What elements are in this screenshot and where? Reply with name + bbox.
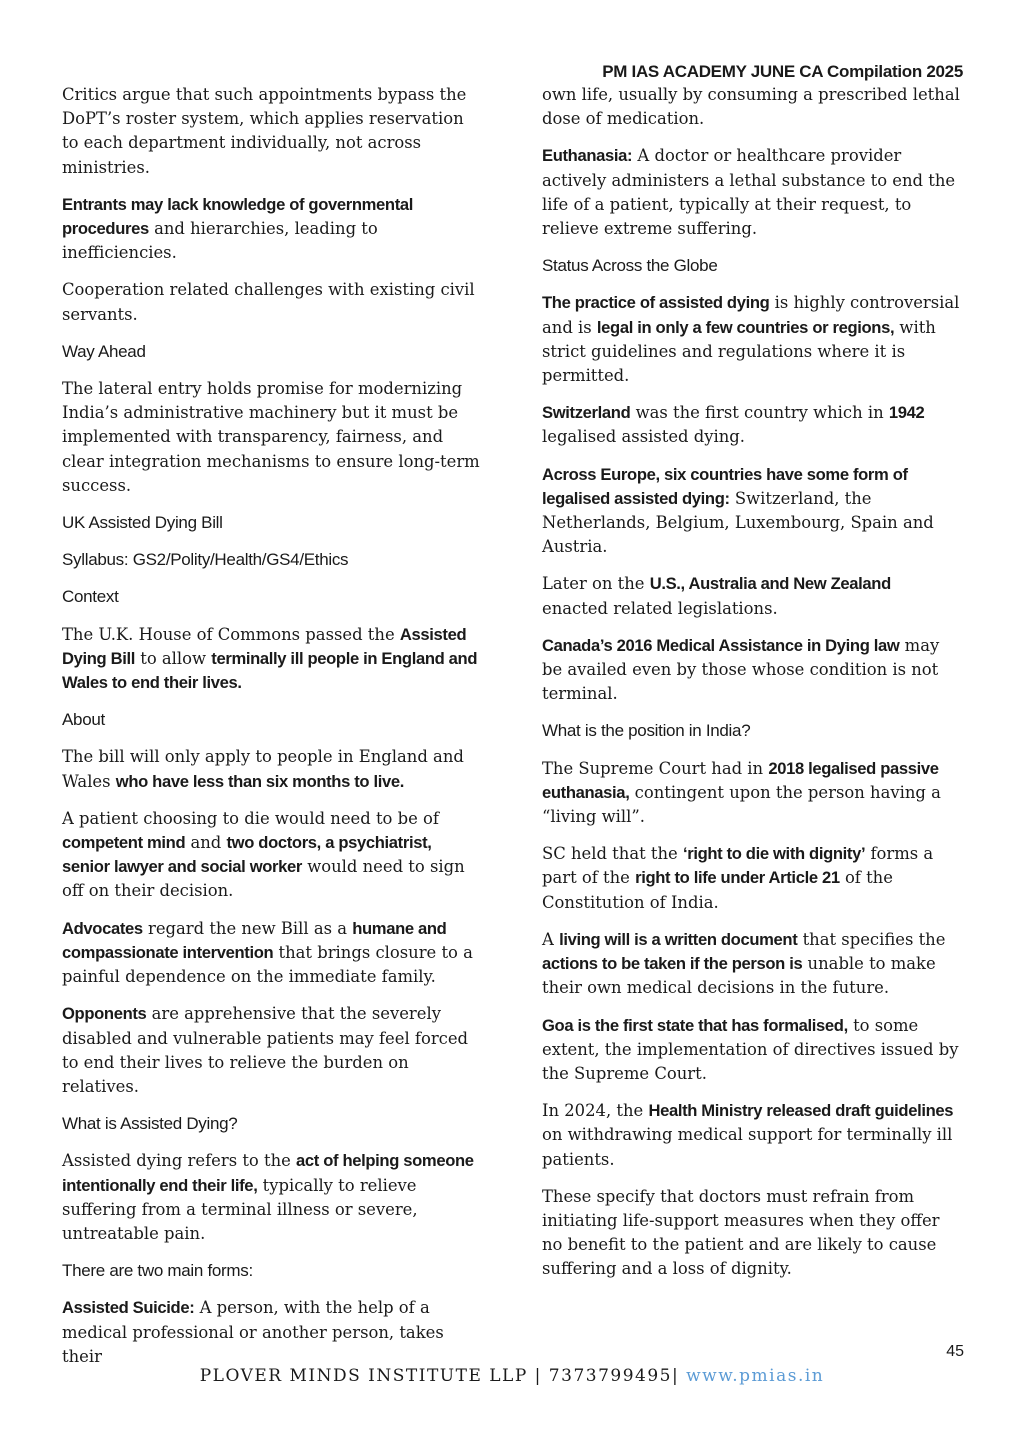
text-run: own life, usually by consuming a prescribed lethal dose of medication. bbox=[542, 85, 960, 129]
text-run: contingent upon the person having a “living will”. bbox=[542, 782, 941, 827]
paragraph bbox=[62, 83, 480, 180]
text-run: that specifies the bbox=[797, 929, 946, 949]
bold-text: competent mind bbox=[62, 833, 186, 853]
text-run: SC held that the bbox=[542, 844, 683, 864]
bold-text: Across Europe, six countries have some form of legalised assisted dying: bbox=[542, 464, 908, 508]
bold-text: 1942 bbox=[888, 403, 925, 423]
text-run: is highly controversial and is bbox=[542, 293, 960, 337]
paragraph bbox=[542, 757, 960, 830]
text-run: Status Across the Globe bbox=[542, 256, 718, 276]
text-run: UK Assisted Dying Bill bbox=[62, 513, 223, 533]
section-heading bbox=[62, 1112, 480, 1136]
text-run: The U.K. House of Commons passed the bbox=[62, 624, 400, 644]
text-run: A patient choosing to die would need to be of bbox=[62, 808, 439, 828]
text-run: of the Constitution of India. bbox=[542, 868, 893, 912]
paragraph bbox=[62, 1002, 480, 1099]
paragraph bbox=[542, 1014, 960, 1087]
paragraph bbox=[542, 1185, 960, 1282]
bold-text: Assisted Suicide: bbox=[62, 1298, 195, 1318]
section-heading bbox=[62, 340, 480, 364]
paragraph bbox=[542, 928, 960, 1001]
bold-text: Entrants may lack knowledge of governmental procedures bbox=[62, 194, 414, 239]
page-footer bbox=[0, 1366, 1024, 1386]
paragraph bbox=[62, 1296, 480, 1369]
paragraph bbox=[542, 634, 960, 707]
paragraph bbox=[542, 463, 960, 560]
bold-text: Switzerland bbox=[542, 403, 631, 423]
text-run: Later on the bbox=[542, 574, 650, 594]
footer-url-link[interactable]: www.pmias.in bbox=[686, 1366, 825, 1386]
text-run: with strict guidelines and regulations where it is permitted. bbox=[542, 317, 936, 386]
paragraph bbox=[62, 917, 480, 990]
bold-text: U.S., Australia and New Zealand bbox=[649, 574, 891, 594]
text-run: would need to sign off on their decision. bbox=[62, 857, 465, 901]
paragraph bbox=[62, 623, 480, 696]
bold-text: Opponents bbox=[62, 1004, 147, 1024]
text-run: and hierarchies, leading to inefficiencies. bbox=[62, 219, 378, 263]
text-run: to some extent, the implementation of directives issued by the Supreme Court. bbox=[542, 1015, 959, 1083]
paragraph bbox=[542, 144, 960, 241]
left-column bbox=[62, 83, 480, 1382]
text-run: legalised assisted dying. bbox=[542, 427, 745, 447]
paragraph bbox=[542, 401, 960, 449]
text-run: was the first country which in bbox=[630, 403, 889, 423]
text-run: The Supreme Court had in bbox=[542, 758, 769, 778]
bold-text: Assisted Dying Bill bbox=[62, 624, 467, 668]
bold-text: Canada’s 2016 Medical Assistance in Dying law bbox=[542, 635, 900, 655]
paragraph bbox=[542, 83, 960, 131]
footer-org: PLOVER MINDS INSTITUTE LLP | 7373799495 bbox=[199, 1366, 672, 1386]
bold-text: legal in only a few countries or regions, bbox=[596, 317, 895, 337]
section-heading bbox=[62, 585, 480, 609]
bold-text: ‘right to die with dignity’ bbox=[682, 844, 866, 864]
text-run: Switzerland, the Netherlands, Belgium, Luxembourg, Spain and Austria. bbox=[542, 488, 934, 557]
text-run: The lateral entry holds promise for modernizing India’s administrative machinery but it must be implemented with transparency, fairness, and clear integration mechanisms to ensure long-term success. bbox=[62, 379, 480, 495]
text-run: Assisted dying refers to the bbox=[62, 1151, 297, 1171]
section-heading bbox=[62, 548, 480, 572]
paragraph bbox=[62, 807, 480, 904]
text-run: In 2024, the bbox=[542, 1101, 649, 1121]
text-run: may be availed even by those whose condition is not terminal. bbox=[542, 635, 940, 704]
paragraph bbox=[62, 745, 480, 793]
section-heading bbox=[542, 719, 960, 743]
text-run: A doctor or healthcare provider actively administers a lethal substance to end the life of a patient, typically at their request, to relieve extreme suffering. bbox=[542, 146, 956, 239]
section-heading bbox=[542, 254, 960, 278]
text-run: forms a part of the bbox=[542, 844, 934, 888]
text-run: unable to make their own medical decisions in the future. bbox=[542, 954, 936, 998]
section-heading bbox=[62, 511, 480, 535]
text-run: A bbox=[542, 929, 560, 949]
text-run: What is Assisted Dying? bbox=[62, 1114, 238, 1134]
text-run: that brings closure to a painful dependence on the immediate family. bbox=[62, 942, 473, 987]
text-run: on withdrawing medical support for terminally ill patients. bbox=[542, 1125, 953, 1169]
text-run: to allow bbox=[135, 648, 212, 668]
text-run: Context bbox=[62, 587, 119, 607]
bold-text: actions to be taken if the person is bbox=[542, 954, 803, 974]
bold-text: 2018 legalised passive euthanasia, bbox=[542, 758, 939, 802]
text-run: enacted related legislations. bbox=[542, 598, 778, 618]
bold-text: humane and compassionate intervention bbox=[62, 918, 447, 962]
section-heading bbox=[62, 1259, 480, 1283]
paragraph bbox=[542, 1099, 960, 1172]
right-column bbox=[542, 83, 960, 1295]
paragraph bbox=[542, 842, 960, 915]
paragraph bbox=[542, 291, 960, 388]
text-run: About bbox=[62, 710, 105, 730]
page-number: 45 bbox=[946, 1343, 964, 1360]
text-run: A person, with the help of a medical professional or another person, takes their bbox=[62, 1298, 444, 1366]
bold-text: right to life under Article 21 bbox=[635, 868, 840, 888]
paragraph bbox=[542, 572, 960, 620]
text-run: regard the new Bill as a bbox=[142, 918, 353, 938]
bold-text: Advocates bbox=[62, 918, 143, 938]
bold-text: two doctors, a psychiatrist, senior lawyer and social worker bbox=[62, 833, 432, 877]
text-run: Way Ahead bbox=[62, 341, 146, 361]
bold-text: living will is a written document bbox=[559, 929, 798, 949]
text-run: There are two main forms: bbox=[62, 1261, 253, 1281]
bold-text: Health Ministry released draft guidelines bbox=[648, 1101, 954, 1121]
footer-separator: | bbox=[671, 1366, 687, 1386]
bold-text: The practice of assisted dying bbox=[542, 293, 770, 313]
paragraph bbox=[62, 193, 480, 266]
bold-text: act of helping someone intentionally end their life, bbox=[62, 1151, 474, 1195]
text-run: Critics argue that such appointments bypass the DoPT’s roster system, which applies reservation to each department individually, not across ministries. bbox=[62, 85, 467, 177]
bold-text: who have less than six months to live. bbox=[115, 771, 404, 791]
text-run: The bill will only apply to people in England and Wales bbox=[62, 747, 464, 791]
page-header-title: PM IAS ACADEMY JUNE CA Compilation 2025 bbox=[602, 62, 963, 81]
bold-text: terminally ill people in England and Wales to end their lives. bbox=[62, 648, 478, 693]
text-run: What is the position in India? bbox=[542, 721, 751, 741]
paragraph bbox=[62, 278, 480, 326]
text-run: and bbox=[185, 833, 227, 853]
bold-text: Euthanasia: bbox=[542, 146, 633, 166]
bold-text: Goa is the first state that has formalised, bbox=[542, 1015, 848, 1035]
text-run: typically to relieve suffering from a terminal illness or severe, untreatable pain. bbox=[62, 1175, 418, 1243]
paragraph bbox=[62, 1149, 480, 1246]
text-run: Syllabus: GS2/Polity/Health/GS4/Ethics bbox=[62, 550, 349, 570]
section-heading bbox=[62, 708, 480, 732]
text-run: Cooperation related challenges with existing civil servants. bbox=[62, 280, 475, 324]
text-run: These specify that doctors must refrain from initiating life-support measures when they offer no benefit to the patient and are likely to cause suffering and a loss of dignity. bbox=[542, 1186, 940, 1279]
text-run: are apprehensive that the severely disabled and vulnerable patients may feel forced to end their lives to relieve the burden on relatives. bbox=[62, 1004, 469, 1096]
paragraph bbox=[62, 377, 480, 498]
